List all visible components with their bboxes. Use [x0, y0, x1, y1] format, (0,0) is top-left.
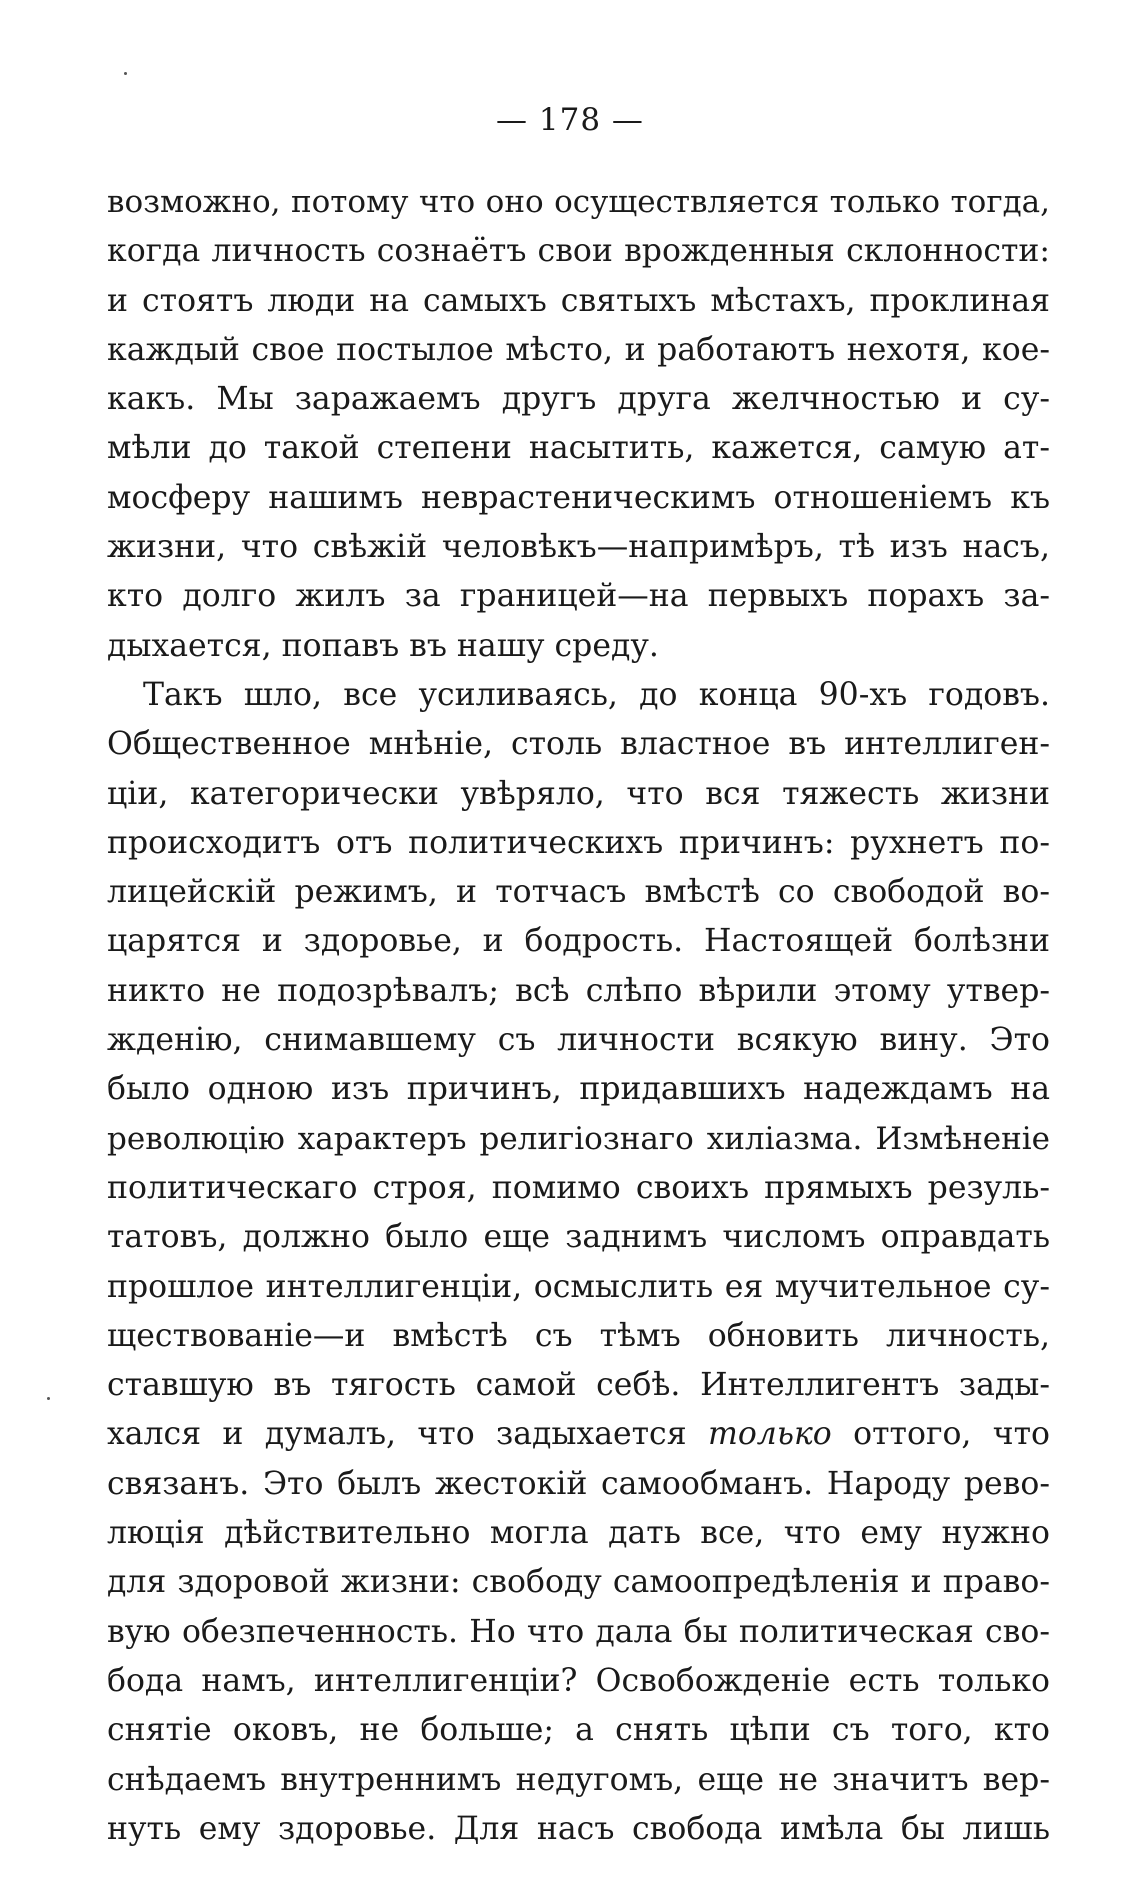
text-line: татовъ, должно было еще заднимъ числомъ оправдать [107, 1219, 1050, 1256]
text-line: мѣли до такой степени насытить, кажется, самую ат- [107, 430, 1050, 467]
text-line: нуть ему здоровье. Для насъ свобода имѣла бы лишь [107, 1810, 1050, 1847]
page-number: — 178 — [496, 102, 644, 138]
text-line: люція дѣйствительно могла дать все, что ему нужно [107, 1515, 1050, 1552]
text-line: когда личность сознаётъ свои врожденныя склонности: [107, 233, 1050, 270]
text-line: прошлое интеллигенціи, осмыслить ея мучительное су- [107, 1268, 1050, 1305]
text-line-with-italic [107, 1410, 1050, 1459]
text-line: каждый свое постылое мѣсто, и работаютъ нехотя, кое- [107, 331, 1050, 368]
text-line: возможно, потому что оно осуществляется только тогда, [107, 184, 1050, 220]
italic-emphasis: только [707, 1416, 832, 1453]
text-line: какъ. Мы заражаемъ другъ друга желчностью и су- [107, 381, 1050, 418]
text-line: Общественное мнѣніе, столь властное въ интеллиген- [107, 726, 1050, 763]
text-line: лицейскій режимъ, и тотчасъ вмѣстѣ со свободой во- [107, 874, 1050, 911]
text-line: дыхается, попавъ въ нашу среду. [107, 627, 659, 664]
text-line: ціи, категорически увѣряло, что вся тяжесть жизни [107, 775, 1050, 812]
text-line: жизни, что свѣжій человѣкъ—напримѣръ, тѣ изъ насъ, [107, 529, 1050, 566]
text-line: для здоровой жизни: свободу самоопредѣленія и право- [107, 1564, 1050, 1601]
text-line: мосферу нашимъ неврастеническимъ отношеніемъ къ [107, 479, 1050, 516]
paragraph-start-line: Такъ шло, все усиливаясь, до конца 90-хъ годовъ. [143, 676, 1050, 713]
text-line: ществованіе—и вмѣстѣ съ тѣмъ обновить личность, [107, 1317, 1050, 1354]
text-line: кто долго жилъ за границей—на первыхъ порахъ за- [107, 578, 1050, 615]
text-line: снѣдаемъ внутреннимъ недугомъ, еще не значитъ вер- [107, 1761, 1050, 1798]
text-line: происходитъ отъ политическихъ причинъ: рухнетъ по- [107, 824, 1050, 861]
text-line: и стоятъ люди на самыхъ святыхъ мѣстахъ, проклиная [107, 282, 1050, 319]
text-line: революцію характеръ религіознаго хиліазма. Измѣненіе [107, 1120, 1050, 1157]
scan-speck [47, 1397, 50, 1400]
text-line: бода намъ, интеллигенціи? Освобожденіе есть только [107, 1662, 1050, 1699]
text-line: вую обезпеченность. Но что дала бы политическая сво- [107, 1613, 1050, 1650]
text-span: хался и думалъ, что задыхается [107, 1416, 687, 1453]
text-line: связанъ. Это былъ жестокій самообманъ. Народу рево- [107, 1465, 1050, 1502]
text-line: политическаго строя, помимо своихъ прямыхъ резуль- [107, 1169, 1050, 1206]
scan-speck [124, 72, 127, 75]
text-line: было одною изъ причинъ, придавшихъ надеждамъ на [107, 1071, 1050, 1108]
text-line: никто не подозрѣвалъ; всѣ слѣпо вѣрили этому утвер- [107, 972, 1050, 1009]
text-line: царятся и здоровье, и бодрость. Настоящей болѣзни [107, 923, 1050, 960]
text-line: жденію, снимавшему съ личности всякую вину. Это [107, 1022, 1050, 1059]
text-line: снятіе оковъ, не больше; а снять цѣпи съ того, кто [107, 1712, 1050, 1749]
text-line: ставшую въ тягость самой себѣ. Интеллигентъ зады- [107, 1367, 1050, 1404]
body-text [107, 178, 1050, 1854]
text-span: оттого, что [853, 1416, 1051, 1453]
